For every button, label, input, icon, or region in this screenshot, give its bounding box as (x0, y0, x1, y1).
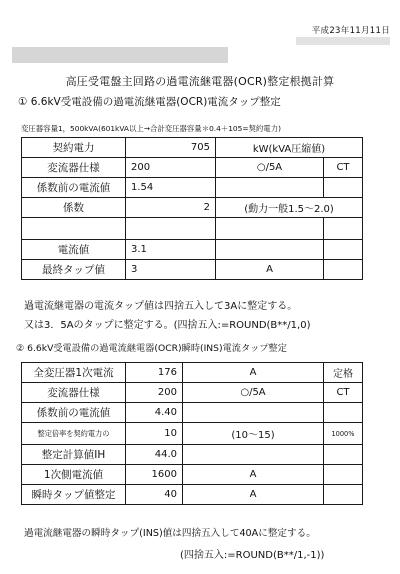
cell-extra: 定格 (324, 363, 363, 383)
cell-extra (324, 218, 363, 240)
cell-extra: CT (324, 383, 363, 403)
section2-conclusion: 過電流継電器の瞬時タップ(INS)値は四捨五入して40Aに整定する。 (24, 528, 316, 539)
cell-value: 1.54 (126, 178, 216, 198)
cell-unit: A (216, 260, 324, 280)
cell-label: 整定計算値IH (22, 445, 126, 465)
redacted-block-small (296, 37, 390, 45)
cell-unit: ○/5A (183, 383, 324, 403)
cell-extra (324, 485, 363, 505)
table-row (22, 138, 363, 158)
cell-value: 200 (126, 158, 216, 178)
cell-label: 変流器仕様 (22, 158, 126, 178)
cell-extra (324, 465, 363, 485)
section2-heading: ② 6.6kV受電設備の過電流継電器(OCR)瞬時(INS)電流タップ整定 (16, 343, 287, 354)
table-row (22, 178, 363, 198)
cell-label: 係数前の電流値 (22, 403, 126, 423)
section1-alternative: 又は3．5Aのタップに整定する。(四捨五入:=ROUND(B**/1,0) (24, 320, 311, 331)
document-date: 平成23年11月11日 (311, 26, 390, 36)
table-row (22, 240, 363, 260)
cell-unit: (動力一般1.5～2.0) (216, 198, 363, 218)
cell-unit: A (183, 363, 324, 383)
cell-extra (324, 403, 363, 423)
cell-value: 705 (126, 138, 216, 158)
table-row (22, 218, 363, 240)
cell-value: 1600 (126, 465, 183, 485)
table-row (22, 423, 363, 445)
table-row (22, 465, 363, 485)
cell-unit: ○/5A (216, 158, 324, 178)
table-row (22, 445, 363, 465)
cell-value: 2 (126, 198, 216, 218)
table-row (22, 403, 363, 423)
cell-label: 変流器仕様 (22, 383, 126, 403)
cell-unit: (10～15) (183, 423, 324, 445)
ocr-instantaneous-tap-table (21, 362, 363, 505)
cell-unit (183, 445, 324, 465)
cell-label: 係数前の電流値 (22, 178, 126, 198)
cell-label: 瞬時タップ値整定 (22, 485, 126, 505)
table-row (22, 158, 363, 178)
table-row (22, 260, 363, 280)
cell-value: 10 (126, 423, 183, 445)
section1-heading: ① 6.6kV受電設備の過電流継電器(OCR)電流タップ整定 (18, 96, 281, 108)
table-row (22, 485, 363, 505)
section1-conclusion: 過電流継電器の電流タップ値は四捨五入して3Aに整定する。 (24, 301, 298, 312)
table-row (22, 363, 363, 383)
cell-value: 200 (126, 383, 183, 403)
section2-formula: (四捨五入:=ROUND(B**/1,-1)) (180, 550, 325, 561)
cell-extra: CT (324, 158, 363, 178)
cell-value: 3.1 (126, 240, 216, 260)
cell-value: 4.40 (126, 403, 183, 423)
cell-unit (216, 178, 324, 198)
cell-value (126, 218, 216, 240)
ocr-current-tap-table (21, 137, 363, 280)
cell-extra (324, 445, 363, 465)
cell-label: 1次側電流値 (22, 465, 126, 485)
cell-unit: A (183, 465, 324, 485)
cell-label: 全変圧器1次電流 (22, 363, 126, 383)
section1-note: 変圧器容量1，500kVA(601kVA以上→合計変圧器容量＊0.4＋105=契約電力) (21, 124, 281, 133)
cell-unit (216, 218, 324, 240)
cell-value: 40 (126, 485, 183, 505)
redacted-block (12, 47, 228, 63)
cell-unit (183, 403, 324, 423)
cell-label: 契約電力 (22, 138, 126, 158)
cell-label: 最終タップ値 (22, 260, 126, 280)
cell-value: 44.0 (126, 445, 183, 465)
cell-unit: kW(kVA圧縮値) (216, 138, 363, 158)
cell-extra (324, 240, 363, 260)
cell-label: 整定倍率を契約電力の (22, 423, 126, 445)
table-row (22, 383, 363, 403)
cell-label: 係数 (22, 198, 126, 218)
cell-value: 3 (126, 260, 216, 280)
cell-extra (324, 260, 363, 280)
document-title: 高圧受電盤主回路の過電流継電器(OCR)整定根拠計算 (65, 75, 335, 88)
cell-value: 176 (126, 363, 183, 383)
cell-extra (324, 178, 363, 198)
cell-label (22, 218, 126, 240)
cell-label: 電流値 (22, 240, 126, 260)
table-row (22, 198, 363, 218)
cell-unit: A (183, 485, 324, 505)
cell-extra: 1000% (324, 423, 363, 445)
cell-unit (216, 240, 324, 260)
